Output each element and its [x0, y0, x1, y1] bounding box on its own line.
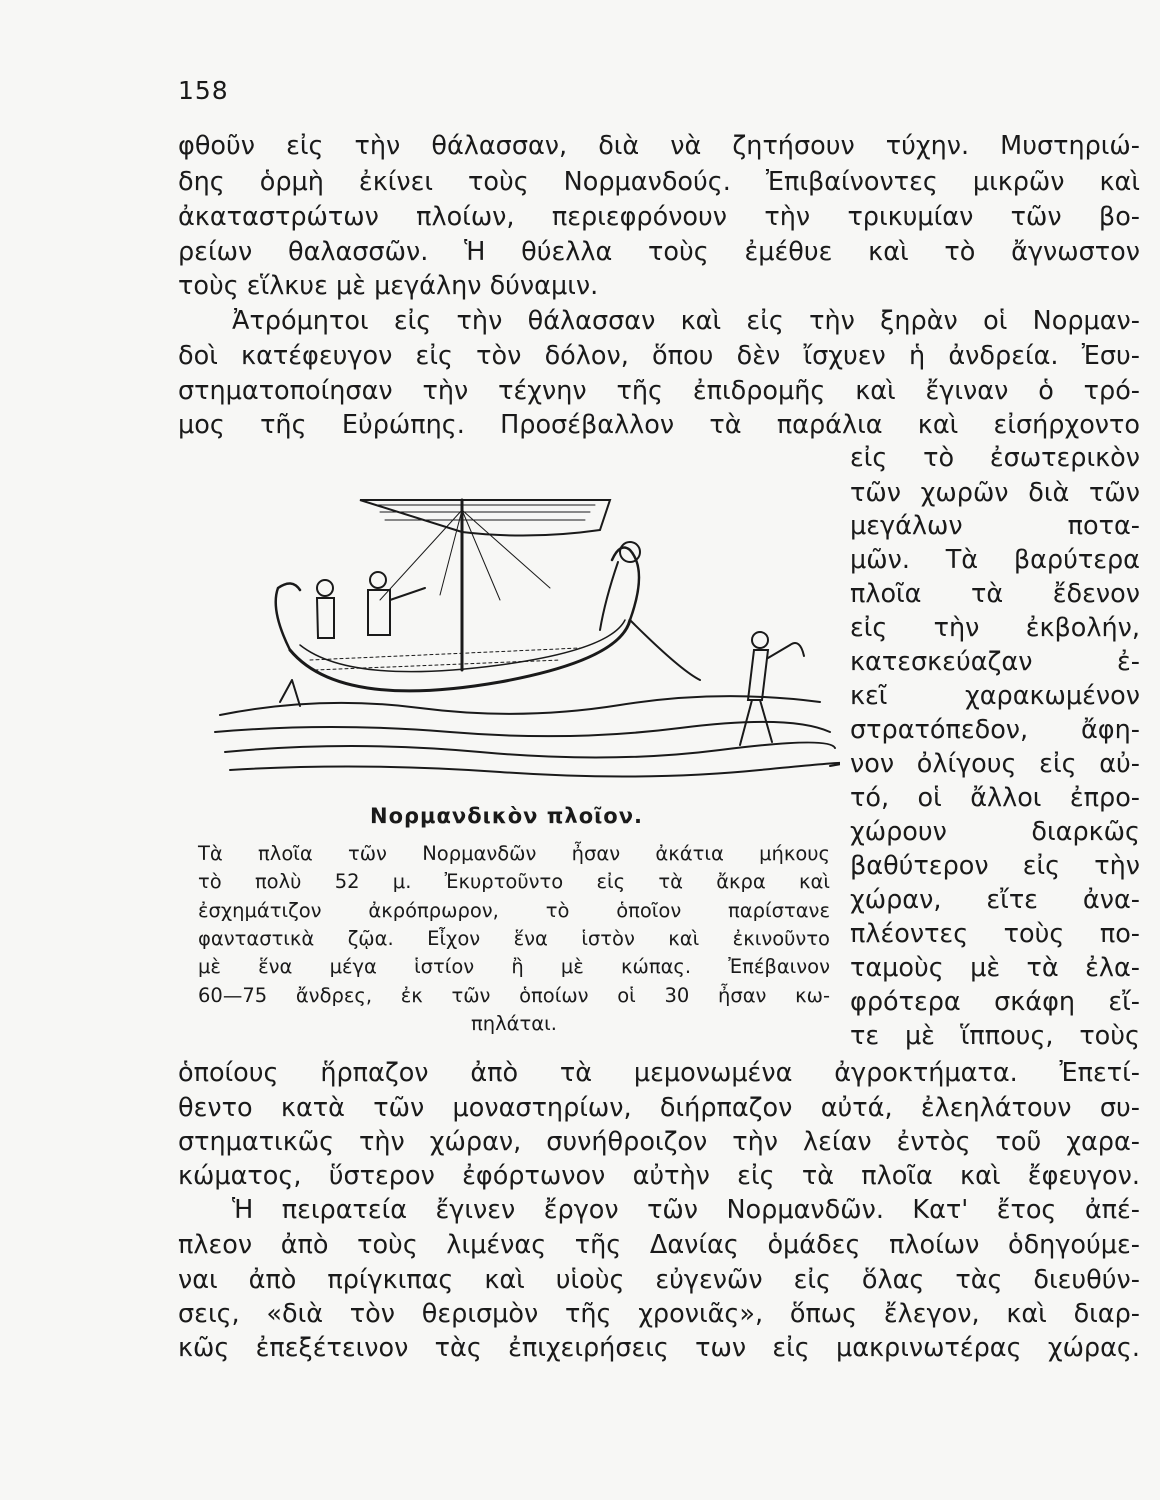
- side-text-line: μῶν. Τὰ βαρύτερα: [850, 545, 1140, 575]
- side-text-line: εἰς τὴν ἐκβολήν,: [850, 613, 1140, 643]
- text-line: φθοῦν εἰς τὴν θάλασσαν, διὰ νὰ ζητήσουν τύχην. Μυστηριώ-: [178, 131, 1140, 161]
- norman-ship-illustration: [200, 470, 840, 810]
- text-line: πλεον ἀπὸ τοὺς λιμένας τῆς Δανίας ὁμάδες πλοίων ὁδηγούμε-: [178, 1230, 1140, 1260]
- side-text-line: χώρουν διαρκῶς: [850, 817, 1140, 847]
- figure-caption-line: φανταστικὰ ζῷα. Εἶχον ἕνα ἱστὸν καὶ ἐκινοῦντο: [198, 927, 830, 950]
- figure-caption-line: ἐσχημάτιζον ἀκρόπρωρον, τὸ ὁποῖον παρίστανε: [198, 899, 830, 922]
- text-line: στηματοποίησαν τὴν τέχνην τῆς ἐπιδρομῆς καὶ ἔγιναν ὁ τρό-: [178, 376, 1140, 406]
- side-text-line: μεγάλων ποτα-: [850, 511, 1140, 541]
- text-line: δης ὁρμὴ ἐκίνει τοὺς Νορμανδούς. Ἐπιβαίνοντες μικρῶν καὶ: [178, 167, 1140, 197]
- text-line: ρείων θαλασσῶν. Ἡ θύελλα τοὺς ἐμέθυε καὶ τὸ ἄγνωστον: [178, 237, 1140, 267]
- figure-caption-line: Τὰ πλοῖα τῶν Νορμανδῶν ἦσαν ἀκάτια μήκους: [198, 842, 830, 865]
- figure-caption-line: μὲ ἕνα μέγα ἱστίον ἢ μὲ κώπας. Ἐπέβαινον: [198, 955, 830, 978]
- side-text-line: πλοῖα τὰ ἔδενον: [850, 579, 1140, 609]
- text-line: σεις, «διὰ τὸν θερισμὸν τῆς χρονιᾶς», ὅπως ἔλεγον, καὶ διαρ-: [178, 1299, 1140, 1329]
- text-line: μος τῆς Εὐρώπης. Προσέβαλλον τὰ παράλια καὶ εἰσήρχοντο: [178, 410, 1140, 440]
- side-text-line: κατεσκεύαζαν ἐ-: [850, 647, 1140, 677]
- side-text-line: ταμοὺς μὲ τὰ ἐλα-: [850, 953, 1140, 983]
- figure-caption-line: πηλάται.: [471, 1012, 557, 1035]
- text-line: ναι ἀπὸ πρίγκιπας καὶ υἱοὺς εὐγενῶν εἰς ὅλας τὰς διευθύν-: [178, 1265, 1140, 1295]
- text-line: δοὶ κατέφευγον εἰς τὸν δόλον, ὅπου δὲν ἴσχυεν ἡ ἀνδρεία. Ἐσυ-: [178, 341, 1140, 371]
- page-number: 158: [178, 76, 229, 105]
- figure-caption-line: 60—75 ἄνδρες, ἐκ τῶν ὁποίων οἱ 30 ἦσαν κω-: [198, 984, 830, 1007]
- side-text-line: φρότερα σκάφη εἴ-: [850, 987, 1140, 1017]
- text-line: Ἀτρόμητοι εἰς τὴν θάλασσαν καὶ εἰς τὴν ξηρὰν οἱ Νορμαν-: [232, 306, 1140, 336]
- text-line: θεντο κατὰ τῶν μοναστηρίων, διήρπαζον αὐτά, ἐλεηλάτουν συ-: [178, 1093, 1140, 1123]
- text-line: ὁποίους ἥρπαζον ἀπὸ τὰ μεμονωμένα ἀγροκτήματα. Ἐπετί-: [178, 1058, 1140, 1088]
- side-text-line: εἰς τὸ ἐσωτερικὸν: [850, 443, 1140, 473]
- figure-caption-title: Νορμανδικὸν πλοῖον.: [370, 804, 644, 828]
- side-text-line: βαθύτερον εἰς τὴν: [850, 851, 1140, 881]
- side-text-line: νον ὀλίγους εἰς αὐ-: [850, 749, 1140, 779]
- side-text-line: τε μὲ ἵππους, τοὺς: [850, 1021, 1140, 1051]
- text-line: κώματος, ὕστερον ἐφόρτωνον αὐτὴν εἰς τὰ πλοῖα καὶ ἔφευγον.: [178, 1161, 1140, 1191]
- text-line: ἀκαταστρώτων πλοίων, περιεφρόνουν τὴν τρικυμίαν τῶν βο-: [178, 202, 1140, 232]
- figure-caption-line: τὸ πολὺ 52 μ. Ἐκυρτοῦντο εἰς τὰ ἄκρα καὶ: [198, 870, 830, 893]
- text-line: κῶς ἐπεξέτεινον τὰς ἐπιχειρήσεις των εἰς μακρινωτέρας χώρας.: [178, 1333, 1140, 1363]
- text-line: Ἡ πειρατεία ἔγινεν ἔργον τῶν Νορμανδῶν. Κατ' ἔτος ἀπέ-: [232, 1195, 1140, 1225]
- text-line: τοὺς εἵλκυε μὲ μεγάλην δύναμιν.: [178, 271, 599, 301]
- text-line: στηματικῶς τὴν χώραν, συνήθροιζον τὴν λείαν ἐντὸς τοῦ χαρα-: [178, 1127, 1140, 1157]
- side-text-line: κεῖ χαρακωμένον: [850, 681, 1140, 711]
- side-text-line: στρατόπεδον, ἄφη-: [850, 715, 1140, 745]
- side-text-line: χώραν, εἴτε ἀνα-: [850, 885, 1140, 915]
- side-text-line: τό, οἱ ἄλλοι ἐπρο-: [850, 783, 1140, 813]
- side-text-line: τῶν χωρῶν διὰ τῶν: [850, 478, 1140, 508]
- side-text-line: πλέοντες τοὺς πο-: [850, 919, 1140, 949]
